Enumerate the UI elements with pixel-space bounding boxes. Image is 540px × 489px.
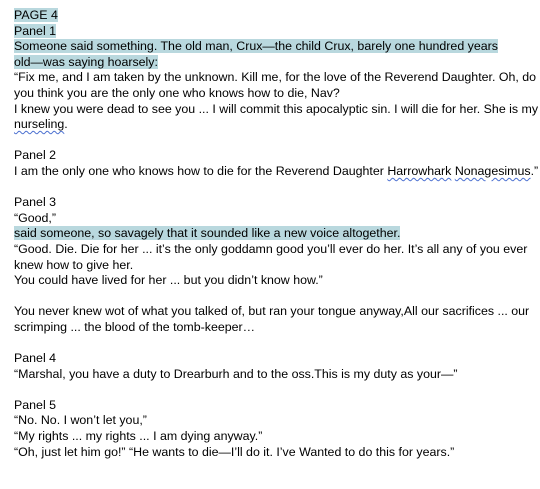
- panel-1-heading: Panel 1: [14, 23, 57, 38]
- spellcheck-word[interactable]: Nonagesimus: [454, 163, 531, 178]
- panel-3-line-4: knew how to give her.: [14, 257, 134, 272]
- panel-1-highlighted-line-2: old—was saying hoarsely:: [14, 54, 158, 69]
- panel-5-line-2: “My rights ... my rights ... I am dying anyway.”: [14, 429, 263, 444]
- panel-3-line-1: “Good,”: [14, 210, 57, 225]
- panel-3-line-5: You could have lived for her ... but you didn’t know how.”: [14, 273, 323, 288]
- panel-1-highlighted-line-1: Someone said something. The old man, Crux—the child Crux, barely one hundred years: [14, 39, 498, 54]
- panel-3-highlighted-line: said someone, so savagely that it sounded like a new voice altogether.: [14, 226, 401, 241]
- paragraph-gap: [14, 335, 532, 351]
- panel-1-line-3: “Fix me, and I am taken by the unknown. Kill me, for the love of the Reverend Daughter. Oh, do: [14, 70, 537, 85]
- panel-2-line-1: I am the only one who knows how to die for the Reverend Daughter Harrowhark Nonagesimus.”: [14, 163, 539, 178]
- panel-1-line-6: nurseling.: [14, 117, 68, 132]
- panel-3-paragraph-line-1: You never knew wot of what you talked of, but ran your tongue anyway,All our sacrifices ... our: [14, 304, 530, 319]
- paragraph-gap: [14, 133, 532, 149]
- panel-1-line-5: I knew you were dead to see you ... I will commit this apocalyptic sin. I will die for her. She is my: [14, 101, 539, 116]
- paragraph-gap: [14, 180, 532, 196]
- panel-4-line-1: “Marshal, you have a duty to Drearburh and to the oss.This is my duty as your—”: [14, 366, 458, 381]
- panel-3-line-3: “Good. Die. Die for her ... it’s the only goddamn good you’ll ever do her. It’s all any of you ever: [14, 241, 528, 256]
- panel-3-heading: Panel 3: [14, 195, 57, 210]
- panel-5-line-3: “Oh, just let him go!” “He wants to die—I’ll do it. I’ve Wanted to do this for years.”: [14, 444, 455, 459]
- paragraph-gap: [14, 382, 532, 398]
- page-heading: PAGE 4: [14, 8, 58, 22]
- panel-3-paragraph-line-2: scrimping ... the blood of the tomb-keeper…: [14, 319, 256, 334]
- panel-2-heading: Panel 2: [14, 148, 57, 163]
- panel-5-line-1: “No. No. I won’t let you,”: [14, 413, 147, 428]
- paragraph-gap: [14, 289, 532, 305]
- spellcheck-word[interactable]: nurseling: [14, 117, 65, 132]
- spellcheck-word[interactable]: Harrowhark: [387, 163, 452, 178]
- panel-4-heading: Panel 4: [14, 351, 57, 366]
- panel-1-line-4: you think you are the only one who knows how to die, Nav?: [14, 85, 340, 100]
- document-body[interactable]: [14, 8, 539, 460]
- panel-5-heading: Panel 5: [14, 397, 57, 412]
